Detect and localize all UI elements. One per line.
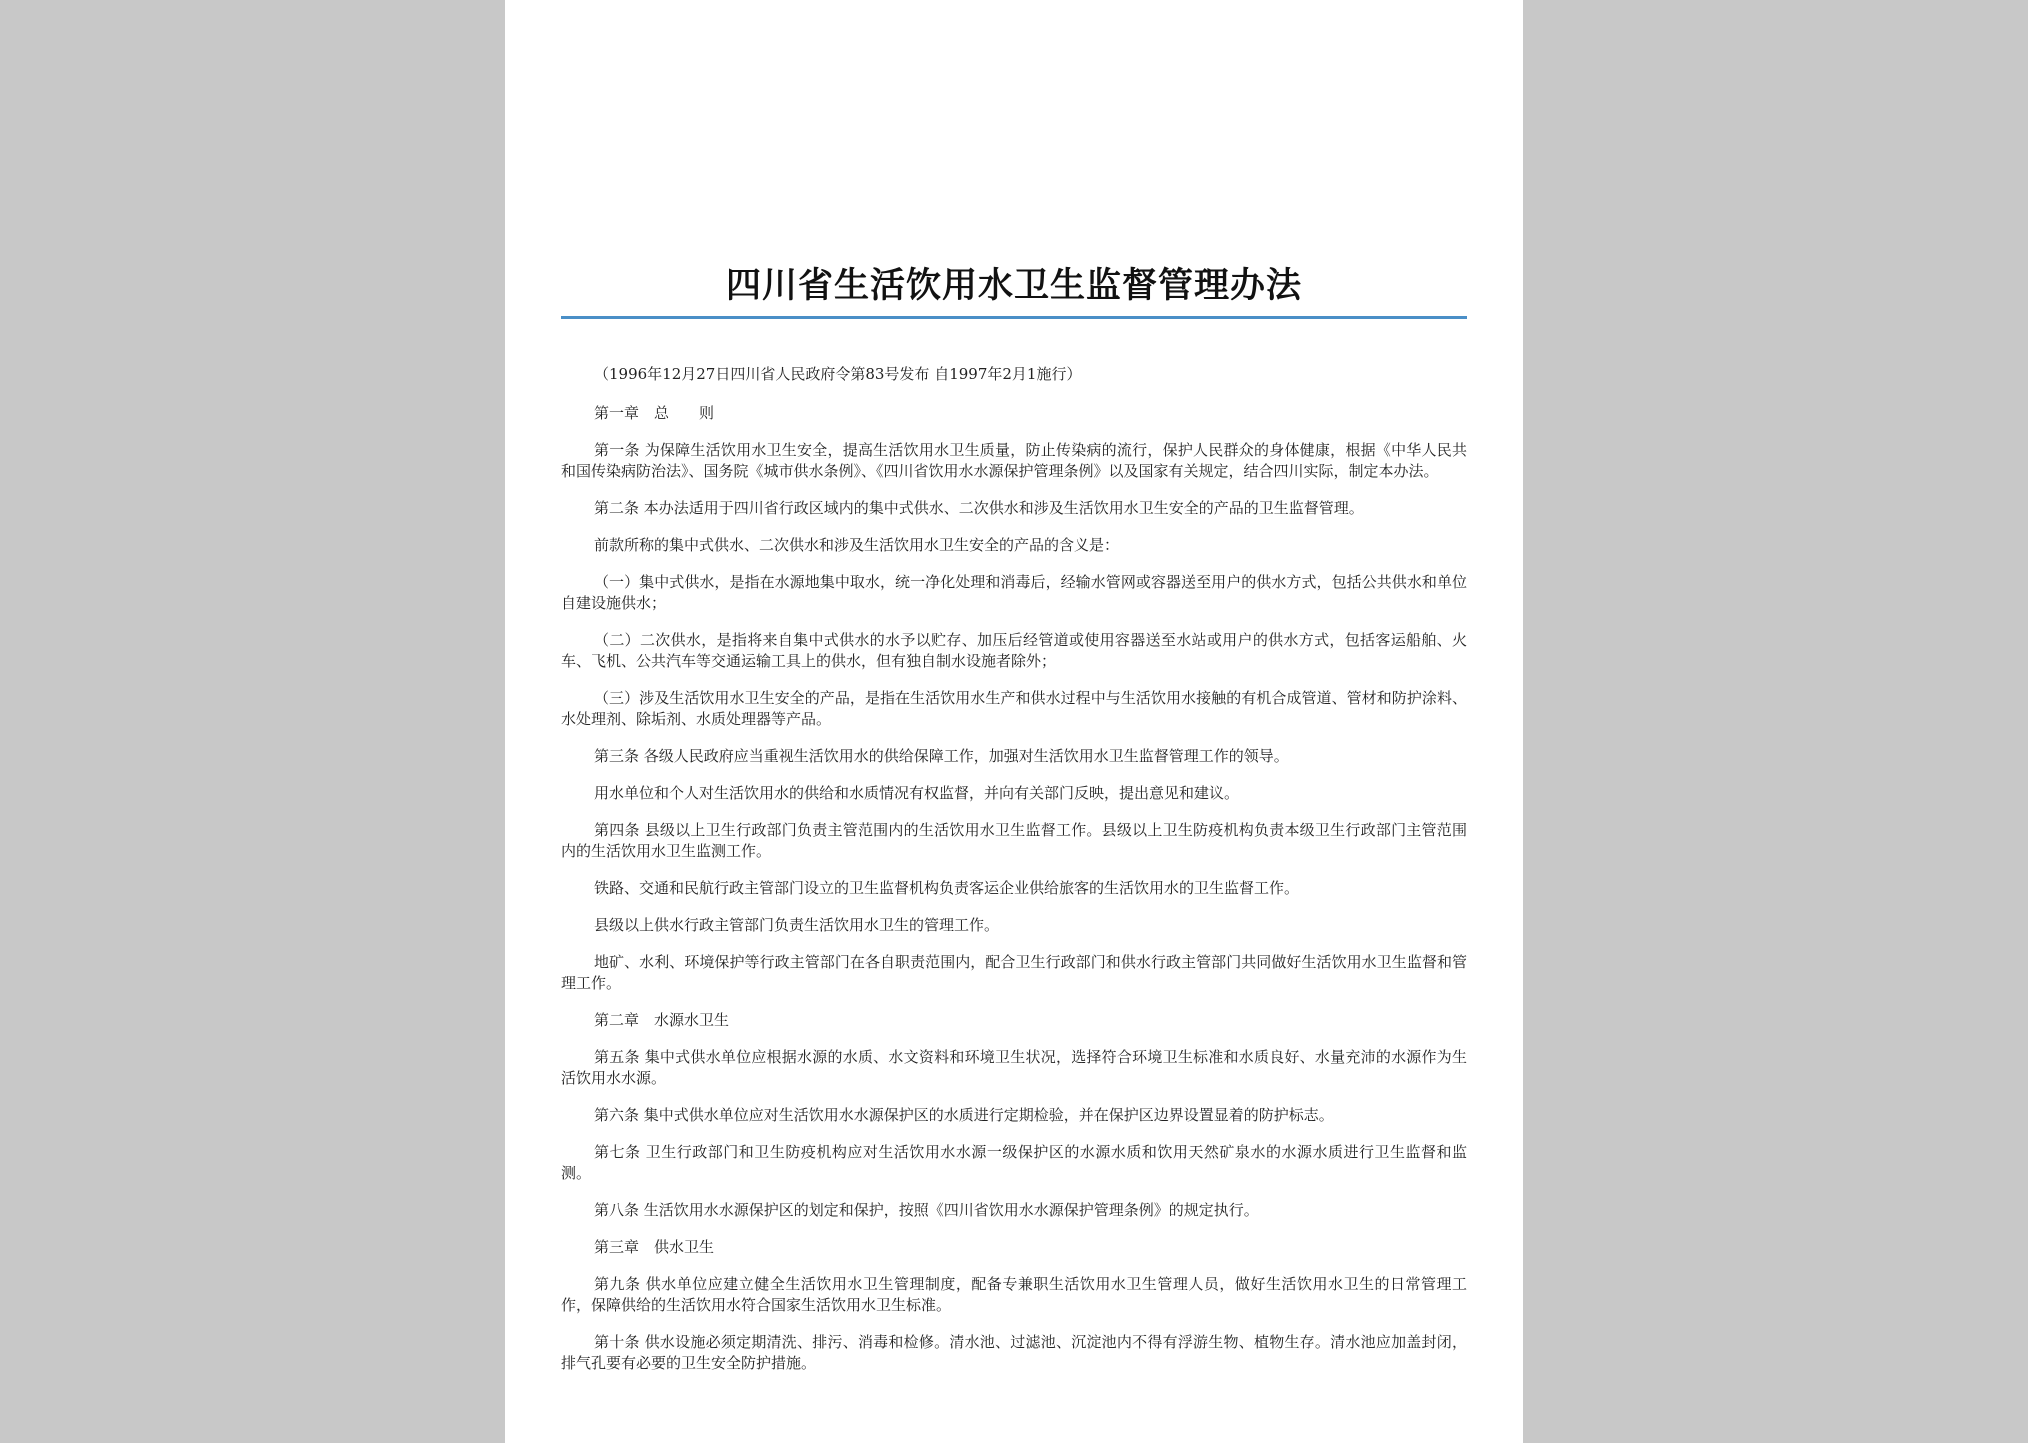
document-page xyxy=(505,0,1523,1443)
article-paragraph: 地矿、水利、环境保护等行政主管部门在各自职责范围内，配合卫生行政部门和供水行政主管部门共同做好生活饮用水卫生监督和管理工作。 xyxy=(561,953,1467,992)
article-paragraph: 第七条 卫生行政部门和卫生防疫机构应对生活饮用水水源一级保护区的水源水质和饮用天然矿泉水的水源水质进行卫生监督和监测。 xyxy=(561,1143,1467,1182)
article-paragraph: 第一条 为保障生活饮用水卫生安全，提高生活饮用水卫生质量，防止传染病的流行，保护人民群众的身体健康，根据《中华人民共和国传染病防治法》、国务院《城市供水条例》、《四川省饮用水水源保护管理条例》以及国家有关规定，结合四川实际，制定本办法。 xyxy=(561,441,1467,480)
article-paragraph: 第五条 集中式供水单位应根据水源的水质、水文资料和环境卫生状况，选择符合环境卫生标准和水质良好、水量充沛的水源作为生活饮用水水源。 xyxy=(561,1048,1467,1087)
article-paragraph: 第六条 集中式供水单位应对生活饮用水水源保护区的水质进行定期检验，并在保护区边界设置显着的防护标志。 xyxy=(594,1106,1334,1124)
title-underline xyxy=(561,316,1467,319)
document-title: 四川省生活饮用水卫生监督管理办法 xyxy=(725,265,1302,306)
article-paragraph: （三）涉及生活饮用水卫生安全的产品，是指在生活饮用水生产和供水过程中与生活饮用水接触的有机合成管道、管材和防护涂料、水处理剂、除垢剂、水质处理器等产品。 xyxy=(561,689,1467,728)
document-body xyxy=(561,364,1467,1390)
article-paragraph: 前款所称的集中式供水、二次供水和涉及生活饮用水卫生安全的产品的含义是： xyxy=(594,536,1120,554)
article-paragraph: （二）二次供水，是指将来自集中式供水的水予以贮存、加压后经管道或使用容器送至水站或用户的供水方式，包括客运船舶、火车、飞机、公共汽车等交通运输工具上的供水，但有独自制水设施者除外； xyxy=(561,631,1467,670)
chapter-heading: 第二章 水源水卫生 xyxy=(594,1011,730,1029)
chapter-heading: 第三章 供水卫生 xyxy=(594,1238,715,1256)
article-paragraph: 第三条 各级人民政府应当重视生活饮用水的供给保障工作，加强对生活饮用水卫生监督管理工作的领导。 xyxy=(594,747,1289,765)
chapter-heading: 第一章 总 则 xyxy=(594,404,715,422)
article-paragraph: 第十条 供水设施必须定期清洗、排污、消毒和检修。清水池、过滤池、沉淀池内不得有浮游生物、植物生存。清水池应加盖封闭，排气孔要有必要的卫生安全防护措施。 xyxy=(561,1333,1467,1372)
issue-note: （1996年12月27日四川省人民政府令第83号发布 自1997年2月1施行） xyxy=(594,365,1082,383)
article-paragraph: 县级以上供水行政主管部门负责生活饮用水卫生的管理工作。 xyxy=(594,916,1000,934)
article-paragraph: 用水单位和个人对生活饮用水的供给和水质情况有权监督，并向有关部门反映，提出意见和建议。 xyxy=(594,784,1240,802)
article-paragraph: 第二条 本办法适用于四川省行政区域内的集中式供水、二次供水和涉及生活饮用水卫生安全的产品的卫生监督管理。 xyxy=(594,499,1364,517)
article-paragraph: 铁路、交通和民航行政主管部门设立的卫生监督机构负责客运企业供给旅客的生活饮用水的卫生监督工作。 xyxy=(594,879,1300,897)
article-paragraph: 第九条 供水单位应建立健全生活饮用水卫生管理制度，配备专兼职生活饮用水卫生管理人员，做好生活饮用水卫生的日常管理工作，保障供给的生活饮用水符合国家生活饮用水卫生标准。 xyxy=(561,1275,1467,1314)
article-paragraph: 第四条 县级以上卫生行政部门负责主管范围内的生活饮用水卫生监督工作。县级以上卫生防疫机构负责本级卫生行政部门主管范围内的生活饮用水卫生监测工作。 xyxy=(561,821,1467,860)
article-paragraph: （一）集中式供水，是指在水源地集中取水，统一净化处理和消毒后，经输水管网或容器送至用户的供水方式，包括公共供水和单位自建设施供水； xyxy=(561,573,1467,612)
article-paragraph: 第八条 生活饮用水水源保护区的划定和保护，按照《四川省饮用水水源保护管理条例》的规定执行。 xyxy=(594,1201,1259,1219)
